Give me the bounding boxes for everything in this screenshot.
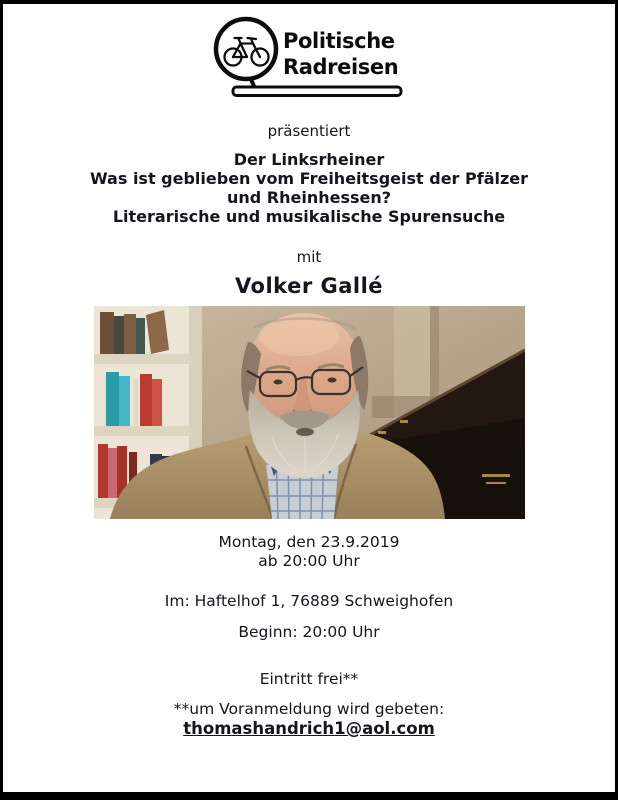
speaker-name: Volker Gallé (234, 274, 384, 298)
time-line: ab 20:00 Uhr (258, 552, 360, 570)
registration-note: **um Voranmeldung wird gebeten: (173, 700, 445, 718)
bicycle-icon (225, 38, 269, 66)
globe-stand (233, 77, 401, 96)
title-line-2: Was ist geblieben vom Freiheitsgeist der Pfälzer (89, 169, 529, 188)
date-line: Montag, den 23.9.2019 (218, 533, 400, 551)
admission-line: Eintritt frei** (259, 670, 359, 688)
title-line-3: und Rheinhessen? (226, 188, 392, 207)
speaker-portrait-image (94, 306, 525, 519)
title-line-4: Literarische und musikalische Spurensuche (112, 207, 506, 226)
event-title (3, 150, 615, 226)
venue-line: Im: Haftelhof 1, 76889 Schweighofen (164, 592, 454, 610)
date-block (3, 533, 615, 571)
globe-circle (216, 19, 276, 79)
logo-text-line2: Radreisen (283, 55, 399, 79)
presents-label: präsentiert (267, 122, 351, 140)
with-label: mit (296, 248, 322, 266)
logo-text-line1: Politische (283, 29, 395, 53)
speaker-photo (94, 306, 525, 519)
logo (3, 12, 615, 100)
contact-email-link[interactable]: thomashandrich1@aol.com (183, 719, 435, 738)
begin-line: Beginn: 20:00 Uhr (238, 623, 380, 641)
title-line-1: Der Linksrheiner (233, 150, 385, 169)
bicycle-globe-icon (209, 12, 409, 100)
email-row (3, 719, 615, 739)
